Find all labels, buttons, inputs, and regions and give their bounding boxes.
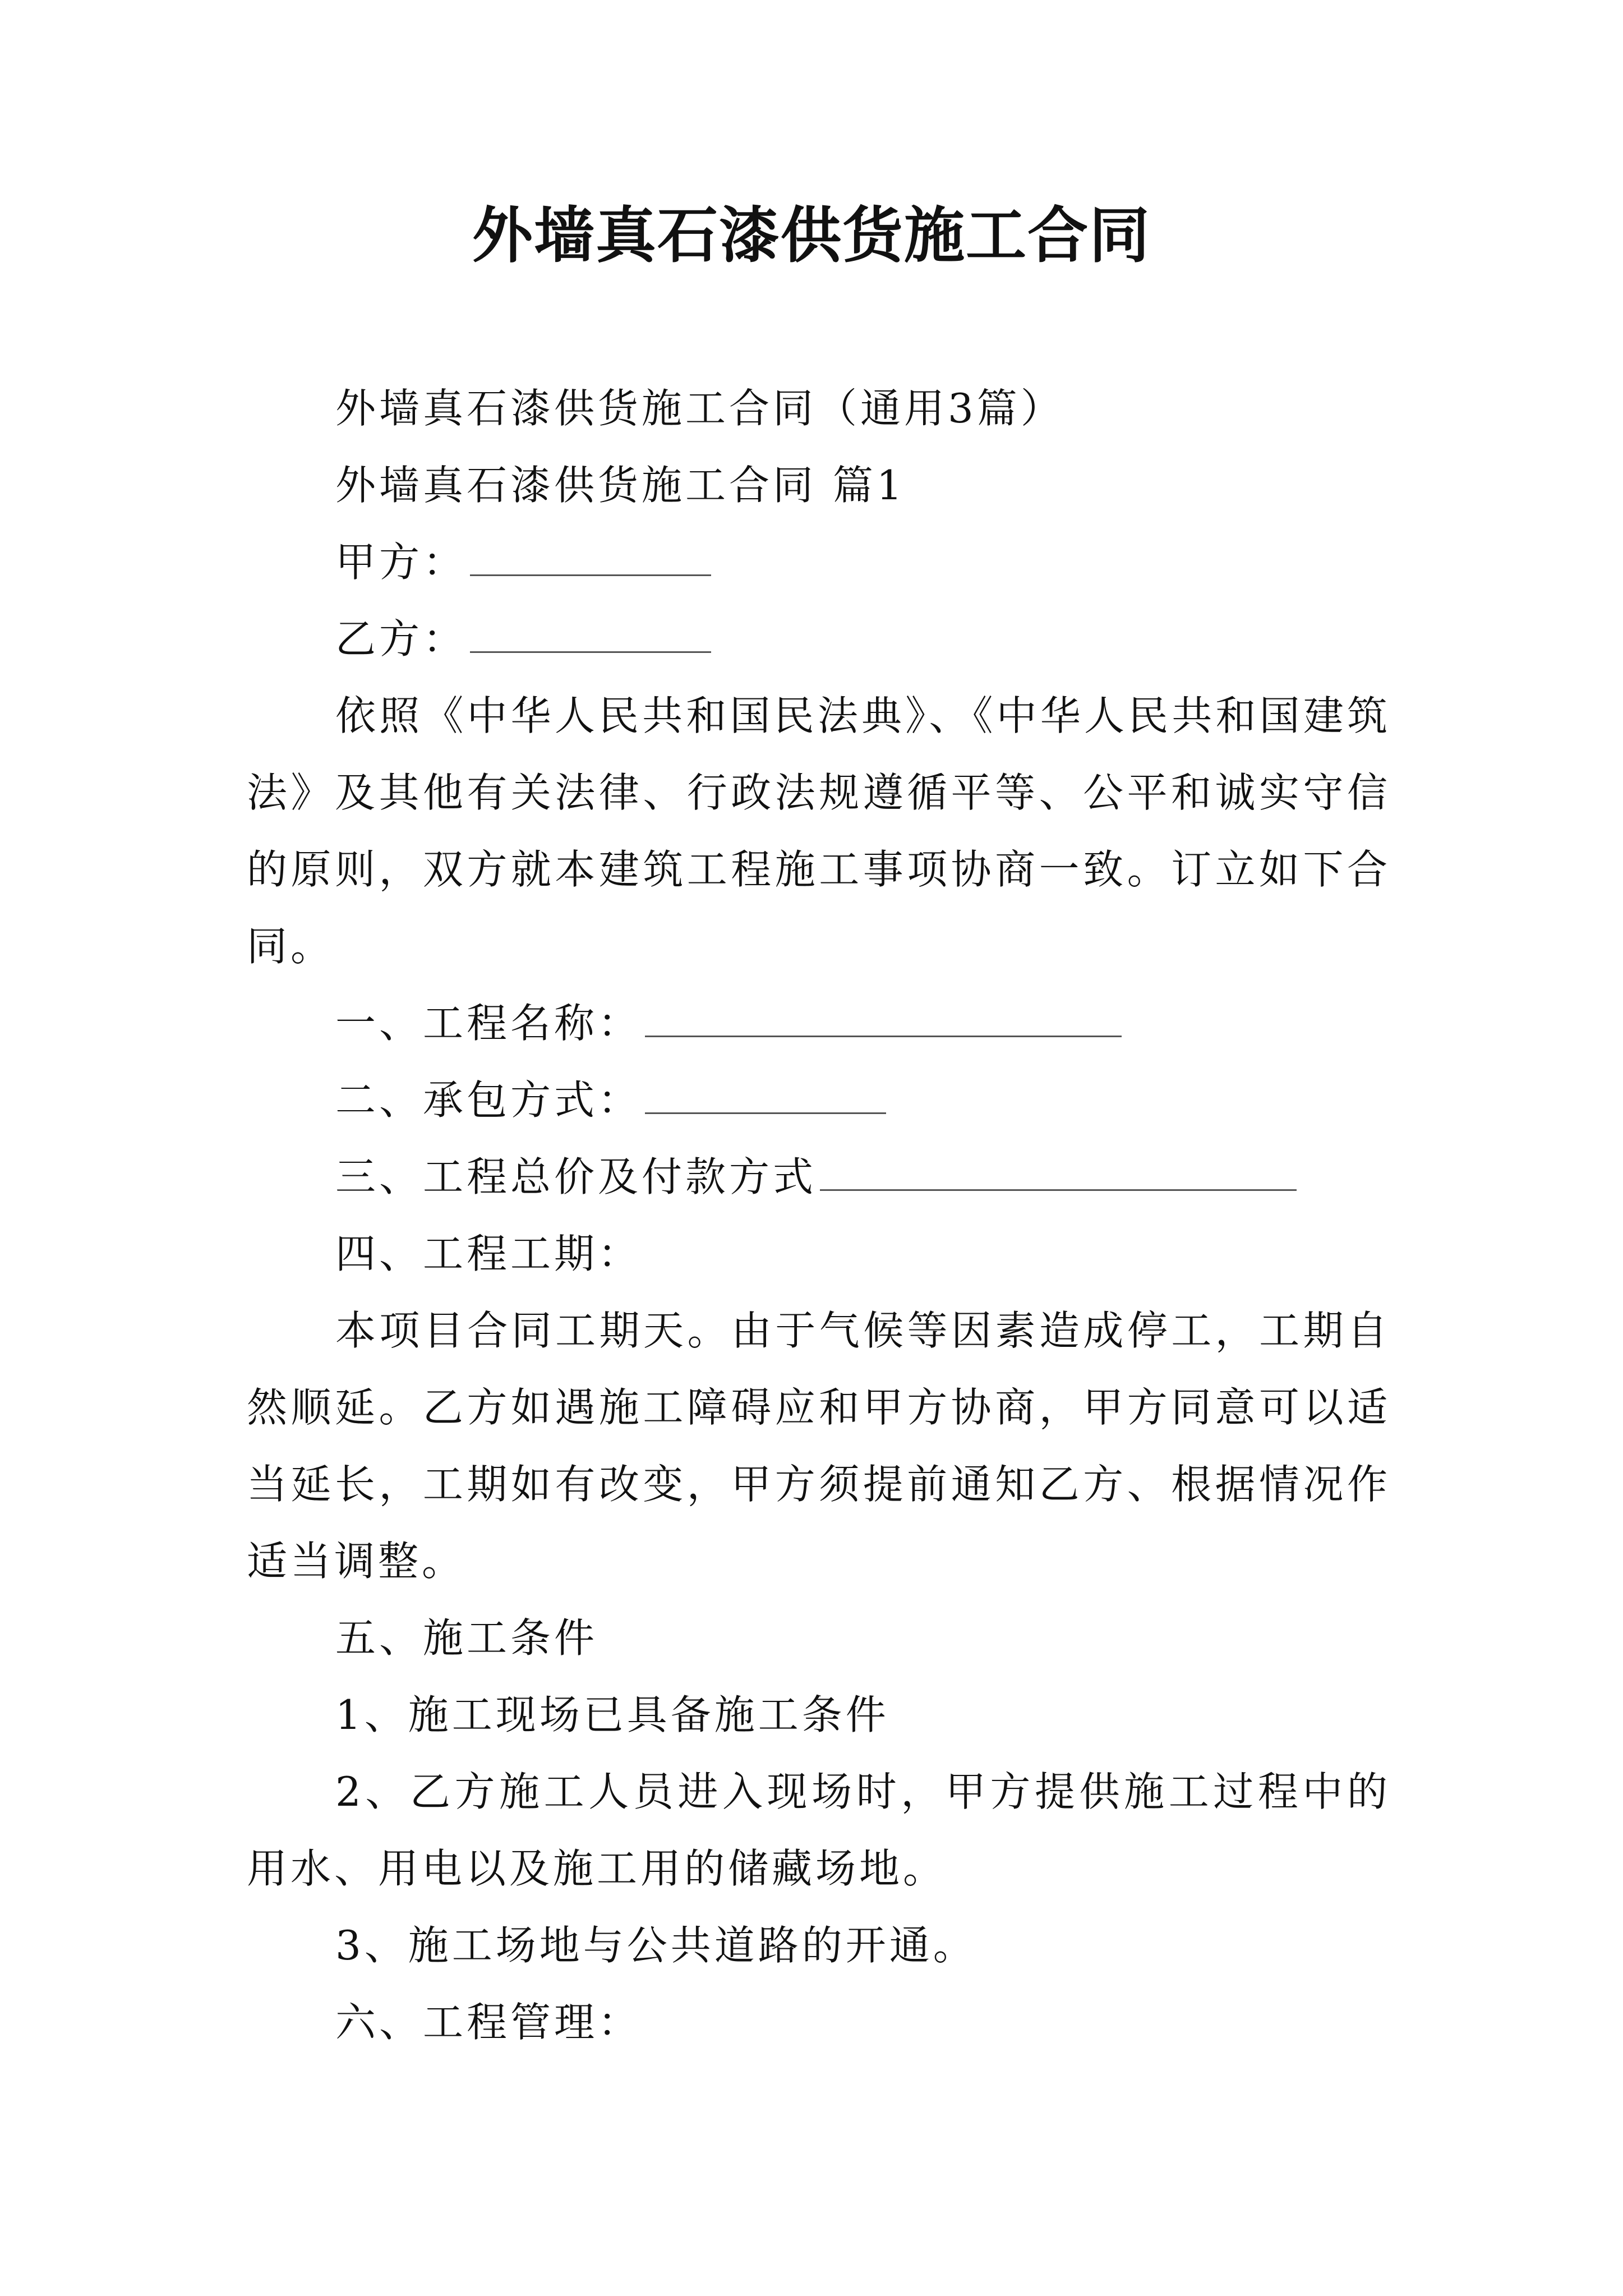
section-heading: 外墙真石漆供货施工合同 篇1: [335, 462, 906, 509]
document-title: 外墙真石漆供货施工合同: [472, 200, 1151, 271]
party-b-blank: [470, 625, 711, 653]
condition-3: 3、施工场地与公共道路的开通。: [335, 1922, 977, 1969]
item-total-price-label: 三、工程总价及付款方式: [335, 1153, 817, 1200]
item-project-name-label: 一、工程名称：: [335, 1000, 642, 1047]
item-project-name-line: [247, 985, 1391, 1062]
project-name-blank: [645, 1010, 1122, 1037]
intro-paragraph: 依照《中华人民共和国民法典》、《中华人民共和国建筑法》及其他有关法律、行政法规遵循平等、公平和诚实守信的原则，双方就本建筑工程施工事项协商一致。订立如下合同。: [247, 692, 1391, 970]
party-a-line: [247, 524, 1391, 601]
document-body: [247, 370, 1391, 2061]
condition-2: 2、乙方施工人员进入现场时，甲方提供施工过程中的用水、用电以及施工用的储藏场地。: [247, 1768, 1391, 1892]
party-a-blank: [470, 549, 711, 576]
contract-method-blank: [645, 1087, 886, 1114]
item-schedule-label: 四、工程工期：: [335, 1230, 642, 1277]
item-conditions-label: 五、施工条件: [335, 1614, 598, 1662]
party-b-label: 乙方：: [335, 615, 467, 662]
item-contract-method-line: [247, 1062, 1391, 1139]
party-b-line: [247, 601, 1391, 678]
condition-1: 1、施工现场已具备施工条件: [335, 1691, 889, 1738]
party-a-label: 甲方：: [335, 539, 467, 586]
document-subtitle: 外墙真石漆供货施工合同（通用3篇）: [335, 385, 1064, 432]
schedule-paragraph: 本项目合同工期天。由于气候等因素造成停工，工期自然顺延。乙方如遇施工障碍应和甲方协商，甲方同意可以适当延长，工期如有改变，甲方须提前通知乙方、根据情况作适当调整。: [247, 1307, 1391, 1585]
item-management-label: 六、工程管理：: [335, 1999, 642, 2046]
total-price-blank: [820, 1163, 1297, 1191]
item-total-price-line: [247, 1139, 1391, 1216]
item-contract-method-label: 二、承包方式：: [335, 1076, 642, 1124]
